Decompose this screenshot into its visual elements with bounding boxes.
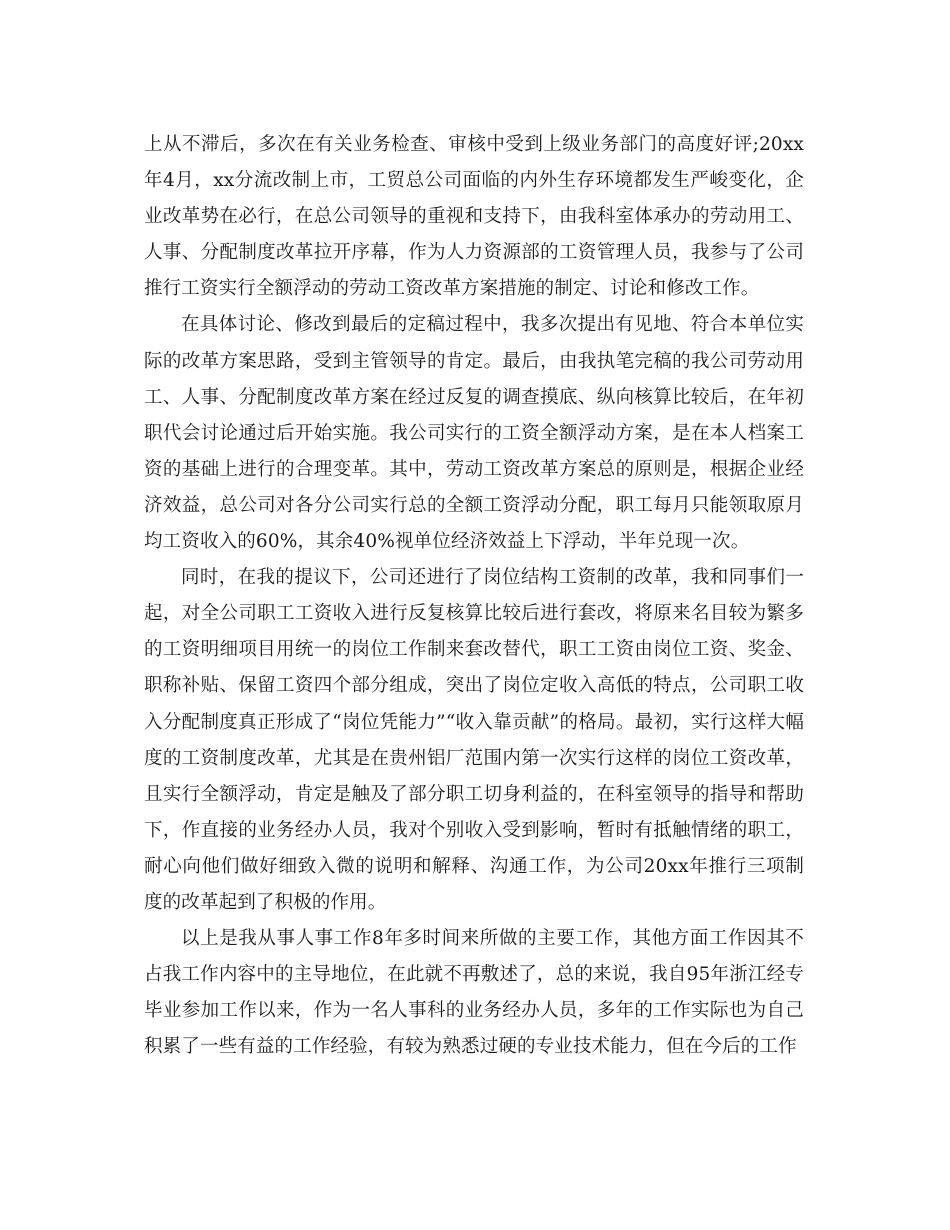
- paragraph-2: 在具体讨论、修改到最后的定稿过程中，我多次提出有见地、符合本单位实际的改革方案思路，受到主管领导的肯定。最后，由我执笔完稿的我公司劳动用工、人事、分配制度改革方案在经过反复的调查摸底、纵向核算比较后，在年初职代会讨论通过后开始实施。我公司实行的工资全额浮动方案，是在本人档案工资的基础上进行的合理变革。其中，劳动工资改革方案总的原则是，根据企业经济效益，总公司对各分公司实行总的全额工资浮动分配，职工每月只能领取原月均工资收入的60%，其余40%视单位经济效益上下浮动，半年兑现一次。: [144, 314, 804, 553]
- document-body: [144, 127, 804, 1065]
- paragraph-3: 同时，在我的提议下，公司还进行了岗位结构工资制的改革，我和同事们一起，对全公司职工工资收入进行反复核算比较后进行套改，将原来名目较为繁多的工资明细项目用统一的岗位工作制来套改替代，职工工资由岗位工资、奖金、职称补贴、保留工资四个部分组成，突出了岗位定收入高低的特点，公司职工收入分配制度真正形成了“岗位凭能力”“收入靠贡献”的格局。最初，实行这样大幅度的工资制度改革，尤其是在贵州铝厂范围内第一次实行这样的岗位工资改革，且实行全额浮动，肯定是触及了部分职工切身利益的，在科室领导的指导和帮助下，作直接的业务经办人员，我对个别收入受到影响，暂时有抵触情绪的职工，耐心向他们做好细致入微的说明和解释、沟通工作，为公司20xx年推行三项制度的改革起到了积极的作用。: [144, 567, 804, 913]
- paragraph-4: 以上是我从事人事工作8年多时间来所做的主要工作，其他方面工作因其不占我工作内容中的主导地位，在此就不再敷述了，总的来说，我自95年浙江经专毕业参加工作以来，作为一名人事科的业务经办人员，多年的工作实际也为自己积累了一些有益的工作经验，有较为熟悉过硬的专业技术能力，但在今后的工作: [144, 928, 804, 1058]
- paragraph-1: 上从不滞后，多次在有关业务检查、审核中受到上级业务部门的高度好评;20xx年4月，xx分流改制上市，工贸总公司面临的内外生存环境都发生严峻变化，企业改革势在必行，在总公司领导的重视和支持下，由我科室体承办的劳动用工、人事、分配制度改革拉开序幕，作为人力资源部的工资管理人员，我参与了公司推行工资实行全额浮动的劳动工资改革方案措施的制定、讨论和修改工作。: [144, 134, 804, 300]
